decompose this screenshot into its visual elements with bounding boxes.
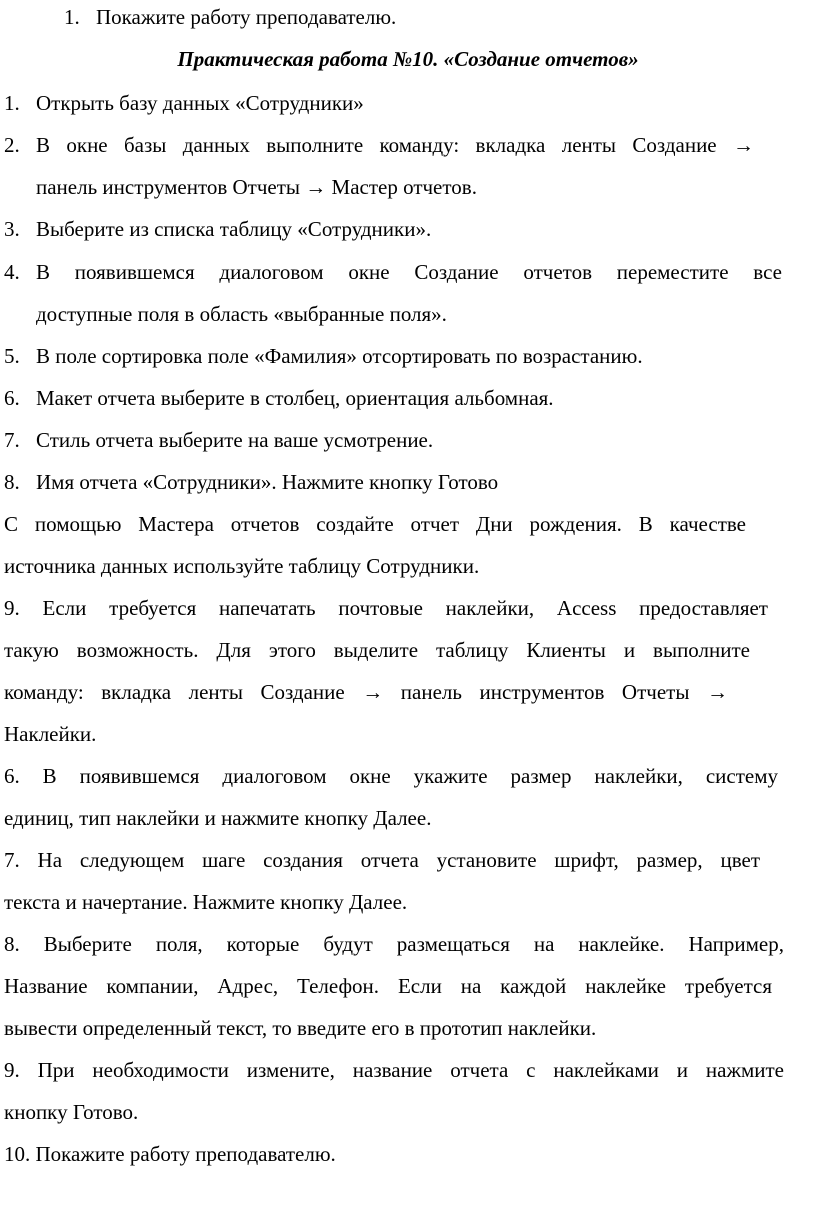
step-text: Выберите из списка таблицу «Сотрудники». (36, 217, 432, 241)
list-number: 6. (4, 386, 20, 410)
list-number: 8. (4, 470, 20, 494)
step-text: В окне базы данных выполните команду: вкладка ленты Создание → (36, 133, 754, 157)
step-3 (4, 219, 431, 240)
paragraph-line: команду: вкладка ленты Создание → панель инструментов Отчеты → (4, 680, 728, 704)
step-2-continuation: панель инструментов Отчеты → Мастер отчетов. (36, 175, 477, 199)
step-text: Макет отчета выберите в столбец, ориентация альбомная. (36, 386, 554, 410)
paragraph-line: Наклейки. (4, 722, 97, 746)
list-text: Покажите работу преподавателю. (96, 5, 397, 29)
paragraph-line: такую возможность. Для этого выделите таблицу Клиенты и выполните (4, 638, 750, 662)
step-1 (4, 93, 364, 114)
step-4-continuation: доступные поля в область «выбранные поля». (36, 302, 447, 326)
step-text: Открыть базу данных «Сотрудники» (36, 91, 364, 115)
list-number: 4. (4, 260, 20, 284)
top-list-item (64, 7, 396, 28)
paragraph-line: 7. На следующем шаге создания отчета установите шрифт, размер, цвет (4, 848, 760, 872)
list-number: 7. (4, 428, 20, 452)
paragraph-line: С помощью Мастера отчетов создайте отчет Дни рождения. В качестве (4, 512, 746, 536)
paragraph-line: текста и начертание. Нажмите кнопку Далее. (4, 890, 408, 914)
list-number: 1. (64, 5, 80, 29)
list-number: 5. (4, 344, 20, 368)
paragraph-line: 6. В появившемся диалоговом окне укажите размер наклейки, систему (4, 764, 778, 788)
paragraph-line: кнопку Готово. (4, 1100, 139, 1124)
paragraph-line: 9. Если требуется напечатать почтовые наклейки, Access предоставляет (4, 596, 768, 620)
paragraph-line: Название компании, Адрес, Телефон. Если на каждой наклейке требуется (4, 974, 772, 998)
paragraph-line: 9. При необходимости измените, название отчета с наклейками и нажмите (4, 1058, 784, 1082)
step-text: В поле сортировка поле «Фамилия» отсортировать по возрастанию. (36, 344, 643, 368)
step-7 (4, 430, 433, 451)
step-text: Имя отчета «Сотрудники». Нажмите кнопку Готово (36, 470, 499, 494)
step-4 (4, 262, 782, 283)
list-number: 1. (4, 91, 20, 115)
paragraph-line: 8. Выберите поля, которые будут размещаться на наклейке. Например, (4, 932, 784, 956)
step-text: Стиль отчета выберите на ваше усмотрение. (36, 428, 434, 452)
step-2 (4, 135, 754, 156)
paragraph-line: единиц, тип наклейки и нажмите кнопку Далее. (4, 806, 432, 830)
paragraph-line: 10. Покажите работу преподавателю. (4, 1142, 336, 1166)
list-number: 3. (4, 217, 20, 241)
step-6 (4, 388, 554, 409)
list-number: 2. (4, 133, 20, 157)
paragraph-line: источника данных используйте таблицу Сотрудники. (4, 554, 480, 578)
step-5 (4, 346, 643, 367)
paragraph-line: вывести определенный текст, то введите его в прототип наклейки. (4, 1016, 597, 1040)
page-title: Практическая работа №10. «Создание отчетов» (177, 47, 639, 71)
step-8 (4, 472, 498, 493)
step-text: В появившемся диалоговом окне Создание отчетов переместите все (36, 260, 782, 284)
